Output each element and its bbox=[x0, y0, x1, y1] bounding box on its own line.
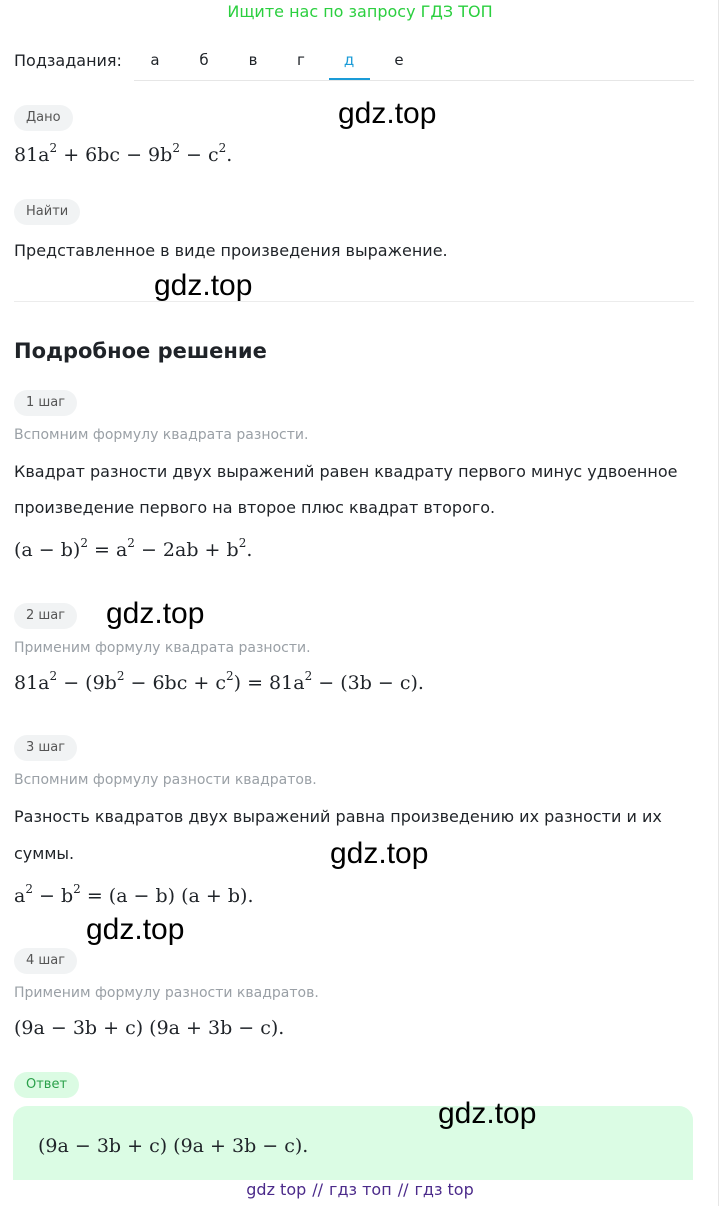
tab-e[interactable]: е bbox=[394, 51, 404, 69]
step-4-hint: Применим формулу разности квадратов. bbox=[14, 985, 319, 1001]
step-3-text-line1: Разность квадратов двух выражений равна произведению их разности и их bbox=[14, 807, 662, 826]
watermark: gdz.top bbox=[438, 1097, 537, 1130]
watermark: gdz.top bbox=[330, 837, 429, 870]
given-expression: $81a^2 + 6bc - 9b^2 - c^2$. bbox=[14, 140, 233, 166]
step-1-text-line2: произведение первого на второе плюс квадрат второго. bbox=[14, 498, 496, 517]
footer-link-gdz-top-ru[interactable]: гдз топ bbox=[329, 1180, 392, 1199]
step-1-expression: $(a - b)^2 = a^2 - 2ab + b^2$. bbox=[14, 535, 253, 561]
active-tab-indicator bbox=[329, 78, 370, 80]
footer-separator: // bbox=[312, 1180, 324, 1199]
tabs-divider bbox=[134, 80, 694, 81]
answer-expression: (9a − 3b + c) (9a + 3b − c). bbox=[38, 1135, 309, 1157]
tab-v[interactable]: в bbox=[248, 51, 258, 69]
step-4-chip: 4 шаг bbox=[14, 948, 77, 974]
step-1-text-line1: Квадрат разности двух выражений равен квадрату первого минус удвоенное bbox=[14, 462, 678, 481]
section-divider bbox=[14, 301, 694, 302]
watermark: gdz.top bbox=[86, 913, 185, 946]
step-3-text-line2: суммы. bbox=[14, 844, 75, 863]
given-chip: Дано bbox=[14, 105, 73, 131]
tab-a[interactable]: а bbox=[150, 51, 160, 69]
tab-g[interactable]: г bbox=[297, 51, 305, 69]
tab-b[interactable]: б bbox=[199, 51, 209, 69]
page-edge-line bbox=[718, 0, 719, 1206]
tab-d[interactable]: д bbox=[343, 51, 355, 69]
step-3-chip: 3 шаг bbox=[14, 735, 77, 761]
find-chip: Найти bbox=[14, 199, 80, 225]
answer-chip: Ответ bbox=[14, 1072, 79, 1098]
footer-separator: // bbox=[397, 1180, 409, 1199]
footer-links bbox=[0, 1180, 720, 1199]
solution-title: Подробное решение bbox=[14, 339, 267, 363]
step-1-chip: 1 шаг bbox=[14, 390, 77, 416]
step-2-chip: 2 шаг bbox=[14, 603, 77, 629]
step-2-expression: $81a^2 - (9b^2 - 6bc + c^2) = 81a^2 - (3b - c)$. bbox=[14, 668, 424, 694]
footer-link-gdz-top[interactable]: gdz top bbox=[246, 1180, 307, 1199]
watermark: gdz.top bbox=[106, 597, 205, 630]
step-2-hint: Применим формулу квадрата разности. bbox=[14, 640, 311, 656]
step-3-expression: $a^2 - b^2 = (a - b) (a + b)$. bbox=[14, 881, 254, 907]
find-text: Представленное в виде произведения выражение. bbox=[14, 241, 448, 260]
step-4-expression: (9a − 3b + c) (9a + 3b − c). bbox=[14, 1017, 285, 1039]
watermark: gdz.top bbox=[338, 97, 437, 130]
search-banner: Ищите нас по запросу ГДЗ ТОП bbox=[227, 2, 493, 21]
subtasks-label: Подзадания: bbox=[14, 51, 122, 70]
footer-link-gdz-top-mixed[interactable]: гдз top bbox=[414, 1180, 474, 1199]
step-1-hint: Вспомним формулу квадрата разности. bbox=[14, 427, 309, 443]
step-3-hint: Вспомним формулу разности квадратов. bbox=[14, 772, 317, 788]
watermark: gdz.top bbox=[154, 269, 253, 302]
